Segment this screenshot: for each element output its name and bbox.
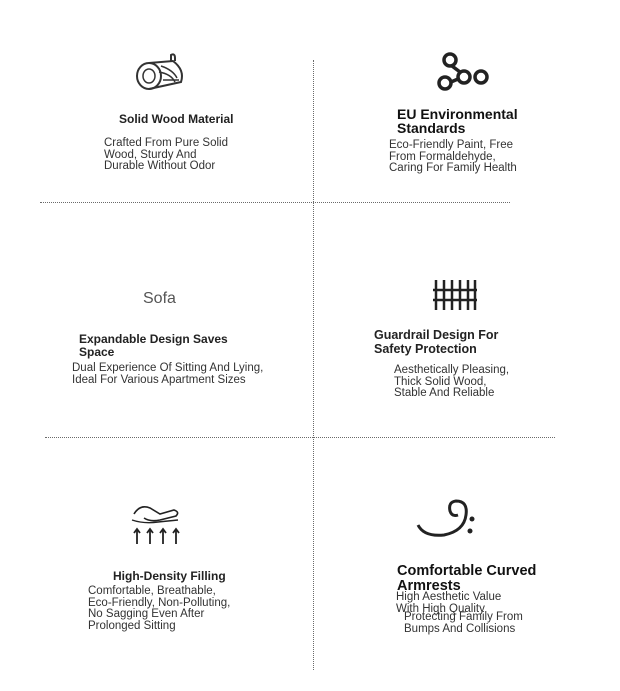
wood-log-icon (133, 52, 189, 92)
curved-armrest-icon (414, 497, 476, 541)
feature-desc-eu-standards: Eco-Friendly Paint, Free From Formaldehyde, Caring For Family Health (389, 139, 517, 174)
feature-title-filling: High-Density Filling (113, 569, 226, 583)
feature-title-eu-standards: EU Environmental Standards (397, 106, 518, 136)
guardrail-fence-icon (432, 277, 478, 313)
molecule-icon (436, 51, 490, 93)
horizontal-divider-top (40, 202, 510, 203)
feature-title-expandable: Expandable Design Saves Space (79, 332, 228, 359)
feature-title-armrests: Comfortable Curved Armrests (397, 563, 537, 594)
feature-desc-armrests-protection: Protecting Family From Bumps And Collisions (404, 611, 523, 635)
feature-title-solid-wood: Solid Wood Material (119, 112, 234, 126)
vertical-divider (313, 60, 314, 670)
feature-desc-guardrail: Aesthetically Pleasing, Thick Solid Wood, Stable And Reliable (394, 364, 510, 399)
sofa-label: Sofa (143, 290, 176, 307)
feature-desc-armrests: High Aesthetic Value With High Quality (396, 591, 502, 615)
feature-desc-expandable: Dual Experience Of Sitting And Lying, Ideal For Various Apartment Sizes (72, 362, 264, 386)
horizontal-divider-bottom (45, 437, 555, 438)
pressure-hand-icon (130, 500, 184, 546)
feature-title-guardrail: Guardrail Design For Safety Protection (374, 328, 499, 356)
feature-desc-filling: Comfortable, Breathable, Eco-Friendly, Non-Polluting, No Sagging Even After Prolonged Sitting (88, 585, 231, 632)
feature-desc-solid-wood: Crafted From Pure Solid Wood, Sturdy And Durable Without Odor (104, 137, 228, 172)
